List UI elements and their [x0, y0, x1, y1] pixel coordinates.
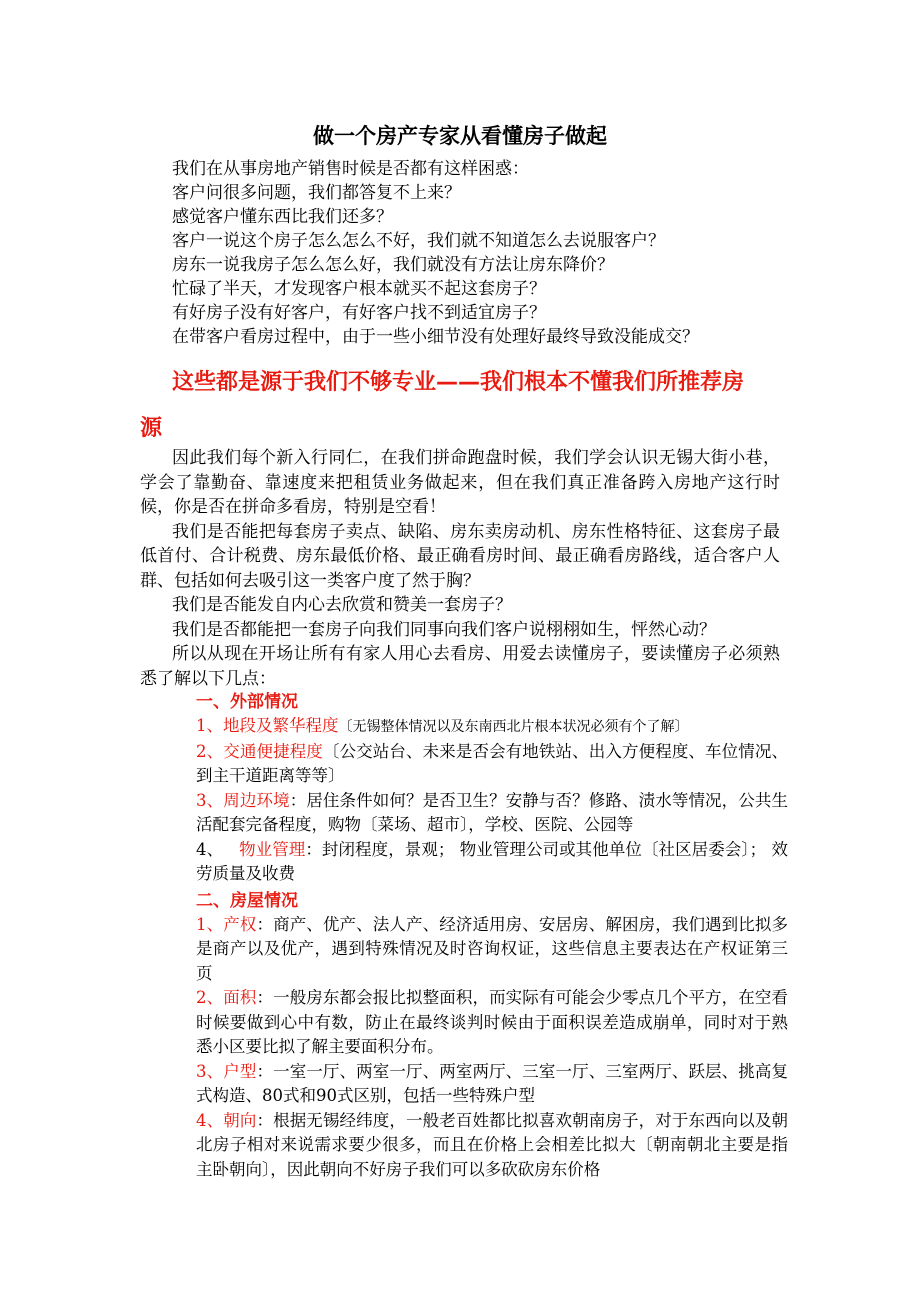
list-item [196, 913, 788, 987]
banner-line-1: 这些都是源于我们不够专业——我们根本不懂我们所推荐房 [172, 370, 745, 395]
list-item [196, 789, 788, 838]
list-item [196, 1109, 788, 1183]
paragraph: 我们是否能把每套房子卖点、缺陷、房东卖房动机、房东性格特征、这套房子最低首付、合计税费、房东最低价格、最正确看房时间、最正确看房路线，适合客户人群、包括如何去吸引这一类客户度了然于胸？ [140, 521, 780, 591]
list-item [196, 714, 788, 740]
item-term: 户型 [223, 1061, 257, 1081]
intro-line: 忙碌了半天，才发现客户根本就买不起这套房子？ [172, 279, 546, 299]
intro-line: 客户问很多问题，我们都答复不上来？ [172, 183, 461, 203]
intro-line: 客户一说这个房子怎么怎么不好，我们就不知道怎么去说服客户？ [172, 231, 665, 251]
paragraph: 所以从现在开场让所有有家人用心去看房、用爱去读懂房子，要读懂房子必须熟悉了解以下几点： [140, 644, 780, 689]
section-external [196, 690, 788, 1182]
intro-line: 感觉客户懂东西比我们还多？ [172, 207, 393, 227]
item-term: 交通便捷程度 [223, 741, 323, 761]
intro-line: 有好房子没有好客户，有好客户找不到适宜房子？ [172, 303, 546, 323]
item-number: 1、 [196, 914, 224, 934]
item-text: ：根据无锡经纬度，一般老百姓都比拟喜欢朝南房子，对于东西向以及朝北房子相对来说需求要少很多，而且在价格上会相差比拟大〔朝南朝北主要是指主卧朝向〕，因此朝向不好房子我们可以多砍砍房东价格 [196, 1110, 789, 1179]
item-term: 面积 [223, 988, 257, 1007]
item-number: 4、 [196, 1110, 224, 1130]
item-term: 地段及繁华程度 [223, 716, 339, 735]
item-number: 3、 [196, 1061, 224, 1081]
item-term: 周边环境 [223, 790, 290, 810]
item-text: 〔公交站台、未来是否会有地铁站、出入方便程度、车位情况、到主干道距离等等〕 [196, 741, 789, 785]
highlight-banner [140, 360, 790, 452]
item-text: ：封闭程度，景观； 物业管理公司或其他单位〔社区居委会〕； 效劳质量及收费 [196, 839, 788, 883]
document-title: 做一个房产专家从看懂房子做起 [313, 124, 607, 148]
list-item [196, 1060, 788, 1109]
item-text: ：一般房东都会报比拟整面积，而实际有可能会少零点几个平方，在空看时候要做到心中有数，防止在最终谈判时候由于面积误差造成崩单，同时对于熟悉小区要比拟了解主要面积分布。 [196, 988, 789, 1056]
intro-questions [172, 157, 792, 349]
item-text: ：居住条件如何？是否卫生？安静与否？修路、渍水等情况，公共生活配套完备程度，购物〔菜场、超市〕，学校、医院、公园等 [196, 790, 789, 834]
banner-line-2: 源 [140, 416, 163, 441]
item-number: 1、 [196, 716, 223, 735]
paragraph: 我们是否都能把一套房子向我们同事向我们客户说栩栩如生，怦然心动？ [172, 619, 716, 640]
item-text: 〔无锡整体情况以及东南西北片根本状况必须有个了解〕 [338, 719, 689, 735]
item-number: 2、 [196, 741, 224, 761]
item-number: 3、 [196, 790, 224, 810]
body-paragraphs [140, 446, 780, 691]
item-number: 2、 [196, 988, 224, 1007]
item-text: ：一室一厅、两室一厅、两室两厅、三室一厅、三室两厅、跃层、挑高复式构造、80式和90式区别，包括一些特殊户型 [196, 1061, 789, 1105]
list-item [196, 838, 788, 887]
paragraph: 因此我们每个新入行同仁，在我们拼命跑盘时候，我们学会认识无锡大街小巷，学会了靠勤奋、靠速度来把租赁业务做起来，但在我们真正准备跨入房地产这行时候，你是否在拼命多看房，特别是空看！ [140, 448, 780, 517]
item-text: ：商产、优产、法人产、经济适用房、安居房、解困房，我们遇到比拟多是商产以及优产，遇到特殊情况及时咨询权证，这些信息主要表达在产权证第三页 [196, 914, 789, 983]
section-heading: 二、房屋情况 [196, 890, 298, 911]
paragraph: 我们是否能发自内心去欣赏和赞美一套房子？ [172, 595, 512, 615]
intro-line: 在带客户看房过程中，由于一些小细节没有处理好最终导致没能成交？ [172, 327, 699, 347]
intro-line: 房东一说我房子怎么怎么好，我们就没有方法让房东降价？ [172, 255, 614, 275]
section-heading: 一、外部情况 [196, 692, 298, 712]
intro-line: 我们在从事房地产销售时候是否都有这样困惑： [172, 159, 529, 179]
list-item [196, 986, 788, 1060]
item-term: 物业管理 [239, 839, 306, 859]
item-term: 朝向 [223, 1110, 257, 1130]
item-number: 4、 [196, 839, 224, 859]
item-term: 产权 [223, 914, 257, 934]
list-item [196, 740, 788, 789]
